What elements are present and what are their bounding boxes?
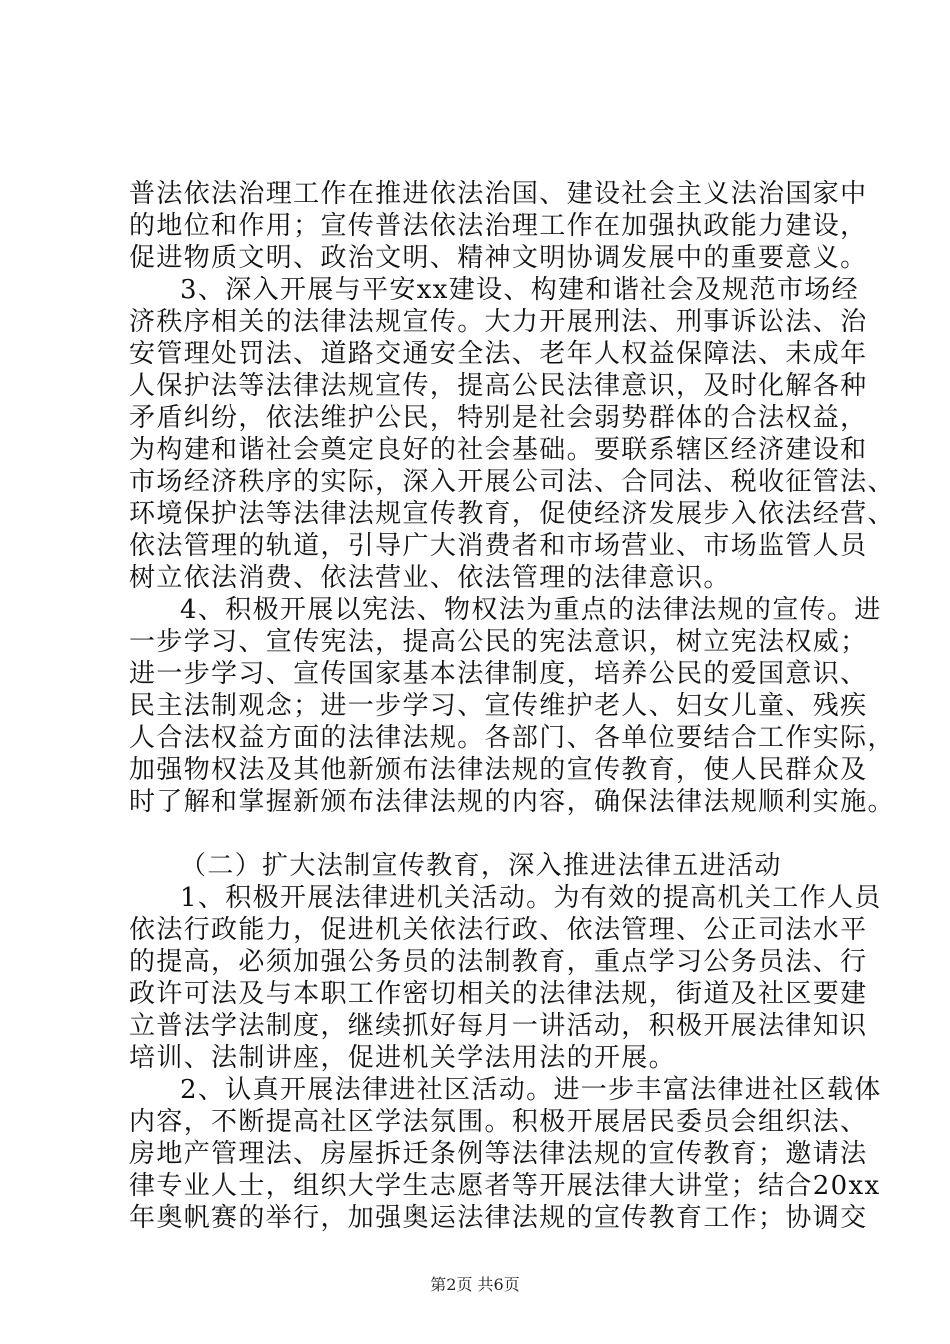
body-text-line: 依法管理的轨道，引导广大消费者和市场营业、市场监管人员 xyxy=(129,531,868,561)
body-text-line: 市场经济秩序的实际，深入开展公司法、合同法、税收征管法、 xyxy=(129,467,895,497)
body-text-line: 一步学习、宣传宪法，提高公民的宪法意识，树立宪法权威； xyxy=(129,627,868,657)
body-text-line: 环境保护法等法律法规宣传教育，促使经济发展步入依法经营、 xyxy=(129,499,895,529)
body-text-line: 人合法权益方面的法律法规。各部门、各单位要结合工作实际， xyxy=(129,723,895,753)
body-text-line: 矛盾纠纷，依法维护公民，特别是社会弱势群体的合法权益， xyxy=(129,403,868,433)
body-text-line: 3、深入开展与平安xx建设、构建和谐社会及规范市场经 xyxy=(180,275,859,305)
body-text-line: 进一步学习、宣传国家基本法律制度，培养公民的爱国意识、 xyxy=(129,659,868,689)
body-text-line: 政许可法及与本职工作密切相关的法律法规，街道及社区要建 xyxy=(129,979,868,1009)
body-text-line: 房地产管理法、房屋拆迁条例等法律法规的宣传教育；邀请法 xyxy=(129,1139,868,1169)
body-text-line: 人保护法等法律法规宣传，提高公民法律意识，及时化解各种 xyxy=(129,371,868,401)
body-text-line: 普法依法治理工作在推进依法治国、建设社会主义法治国家中 xyxy=(129,179,868,209)
body-text-line: 培训、法制讲座，促进机关学法用法的开展。 xyxy=(129,1043,677,1073)
body-text-line: 2、认真开展法律进社区活动。进一步丰富法律进社区载体 xyxy=(180,1075,882,1105)
body-text-line: 为构建和谐社会奠定良好的社会基础。要联系辖区经济建设和 xyxy=(129,435,868,465)
body-text-line: 促进物质文明、政治文明、精神文明协调发展中的重要意义。 xyxy=(129,243,868,273)
body-text-line: 时了解和掌握新颁布法律法规的内容，确保法律法规顺利实施。 xyxy=(129,787,895,817)
body-text-line: 树立依法消费、依法营业、依法管理的法律意识。 xyxy=(129,563,731,593)
body-text-line: 依法行政能力，促进机关依法行政、依法管理、公正司法水平 xyxy=(129,915,868,945)
body-text-line: 安管理处罚法、道路交通安全法、老年人权益保障法、未成年 xyxy=(129,339,868,369)
body-text-line: 4、积极开展以宪法、物权法为重点的法律法规的宣传。进 xyxy=(180,595,882,625)
body-text-line: 律专业人士，组织大学生志愿者等开展法律大讲堂；结合20xx xyxy=(129,1171,881,1201)
body-text-line: 内容，不断提高社区学法氛围。积极开展居民委员会组织法、 xyxy=(129,1107,868,1137)
body-text-line: 年奥帆赛的举行，加强奥运法律法规的宣传教育工作；协调交 xyxy=(129,1203,868,1233)
body-text-line: 济秩序相关的法律法规宣传。大力开展刑法、刑事诉讼法、治 xyxy=(129,307,868,337)
body-text-line: 立普法学法制度，继续抓好每月一讲活动，积极开展法律知识 xyxy=(129,1011,868,1041)
body-text-line: 民主法制观念；进一步学习、宣传维护老人、妇女儿童、残疾 xyxy=(129,691,868,721)
section-heading: （二）扩大法制宣传教育，深入推进法律五进活动 xyxy=(180,851,782,881)
body-text-line: 加强物权法及其他新颁布法律法规的宣传教育，使人民群众及 xyxy=(129,755,868,785)
body-text-line: 1、积极开展法律进机关活动。为有效的提高机关工作人员 xyxy=(180,883,882,913)
body-text-line: 的地位和作用；宣传普法依法治理工作在加强执政能力建设， xyxy=(129,211,868,241)
body-text-line: 的提高，必须加强公务员的法制教育，重点学习公务员法、行 xyxy=(129,947,868,977)
page-number-footer: 第2页 共6页 xyxy=(430,1275,520,1294)
